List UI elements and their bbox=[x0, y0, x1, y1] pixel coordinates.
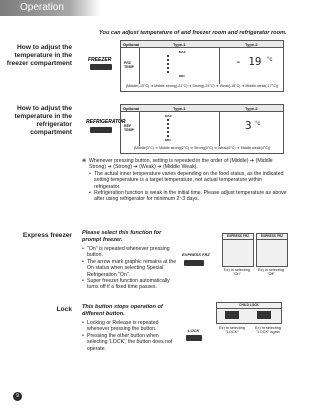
express-bullet-3: • Super freezer function automatically turns off if a fixed time passes. bbox=[82, 278, 180, 291]
lock-bullet-2: • Pressing the other button when selecting 'LOCK', the button does not operate. bbox=[82, 333, 180, 352]
lock-indicator-icon bbox=[257, 311, 271, 319]
mini-header: EXPRESS FRZ bbox=[223, 234, 253, 240]
fridge-panel bbox=[82, 104, 282, 156]
freezer-legend: (Middle(-19°C) ➔ Middle strong(-21°C) ➔ Strong(-23°C) ➔ Weak(-15°C) ➔ Middle weak(-17°C)) bbox=[125, 84, 279, 88]
freezer-section-label: How to adjust the temperature in the freezer compartment bbox=[6, 44, 72, 67]
col-optional: Optional bbox=[123, 105, 140, 111]
child-lock-panel bbox=[216, 302, 282, 324]
frz-temp-label: FRZ TEMP bbox=[124, 61, 134, 69]
freezer-temp-display: - 19 bbox=[235, 55, 262, 68]
col-type1: Type-1 bbox=[173, 105, 186, 111]
lock-bullet-1: • Locking or Release is repeated whenever pressing the button. bbox=[82, 320, 180, 333]
express-bullet-2: • The arrow mark graphic remains at the On status when selecting Special Refrigeration "On". bbox=[82, 259, 180, 278]
express-on-panel bbox=[222, 233, 254, 267]
fridge-bar-display bbox=[139, 111, 220, 146]
express-section-label: Express freezer bbox=[22, 232, 72, 239]
caption-on: Ex) In selecting "On" bbox=[224, 268, 250, 276]
lock-indicator-icon bbox=[225, 311, 239, 319]
lock-heading: This button stops operation of different button. bbox=[82, 304, 163, 317]
express-bullet-1: • "On" is repeated whenever pressing button. bbox=[82, 246, 180, 259]
freezer-panel bbox=[82, 40, 282, 92]
caption-lock: Ex) In selecting "LOCK" bbox=[219, 326, 245, 334]
lock-button-label: LOCK bbox=[188, 328, 200, 333]
col-type2: Type-2 bbox=[245, 41, 258, 47]
min-label: MIN bbox=[165, 138, 171, 142]
child-lock-label: CHILD LOCK bbox=[217, 303, 281, 309]
fridge-legend: (Middle(3°C) ➔ Middle strong(2°C) ➔ Strong(0°C) ➔ Weak(6°C) ➔ Middle weak(4°C)) bbox=[133, 146, 271, 150]
express-frz-button[interactable] bbox=[184, 260, 204, 266]
note-bullet-1: • The actual inner temperature varies depending on the food status, as the indicated setting temperature is a target temperature, not actual temperature within refrigerator. bbox=[89, 171, 288, 190]
ref-temp-label: REF TEMP bbox=[124, 124, 134, 132]
freezer-button-label: FREEZER bbox=[88, 57, 112, 63]
max-label: MAX bbox=[165, 114, 172, 118]
fridge-button[interactable] bbox=[90, 127, 112, 133]
express-list bbox=[82, 246, 180, 291]
notes-block bbox=[82, 158, 288, 203]
col-type2: Type-2 bbox=[245, 105, 258, 111]
min-label: MIN bbox=[179, 74, 185, 78]
freezer-temp-unit: °c bbox=[267, 57, 273, 63]
freezer-button[interactable] bbox=[90, 64, 112, 70]
lock-section-label: Lock bbox=[56, 306, 72, 313]
lock-list bbox=[82, 320, 180, 352]
express-heading: Please select this function for prompt freezer. bbox=[82, 230, 162, 243]
freezer-bar-display bbox=[139, 47, 220, 84]
freezer-table bbox=[120, 40, 284, 92]
fridge-section-label: How to adjust the temperature in the refrigerator compartment bbox=[14, 105, 72, 136]
caption-unlock: Ex) In selecting "LOCK" again bbox=[255, 326, 281, 334]
note-main: Whenever pressing button, setting is repeated in the order of (Middle) ➔ (Middle Strong) ➔ (Strong) ➔ (Weak) ➔ (Middle Weak). bbox=[89, 158, 273, 171]
note-mark: ❋ bbox=[82, 158, 87, 164]
express-off-panel bbox=[256, 233, 288, 267]
col-type1: Type-1 bbox=[173, 41, 186, 47]
page-number: 9 bbox=[13, 392, 22, 401]
section-title: Operation bbox=[20, 2, 64, 13]
mini-header: EXPRESS FRZ bbox=[257, 234, 287, 240]
fridge-temp-display: 3 bbox=[245, 119, 252, 132]
express-button-label: EXPRESS FRZ bbox=[182, 252, 210, 257]
max-label: MAX bbox=[179, 50, 186, 54]
fridge-table bbox=[120, 104, 284, 154]
fridge-temp-unit: °c bbox=[255, 121, 261, 127]
fridge-button-label: REFRIGERATOR bbox=[86, 119, 126, 125]
lock-button[interactable] bbox=[186, 335, 202, 341]
note-bullet-2: • Refrigeration function is weak in the initial time. Please adjust temperature as above after using refrigerator for minimum 2~3 days. bbox=[89, 190, 288, 203]
col-optional: Optional bbox=[123, 41, 140, 47]
caption-off: Ex) In selecting "Off" bbox=[258, 268, 284, 276]
section-header bbox=[0, 0, 100, 16]
intro-text: You can adjust temperature of and freezer room and refrigerator room. bbox=[99, 30, 287, 36]
